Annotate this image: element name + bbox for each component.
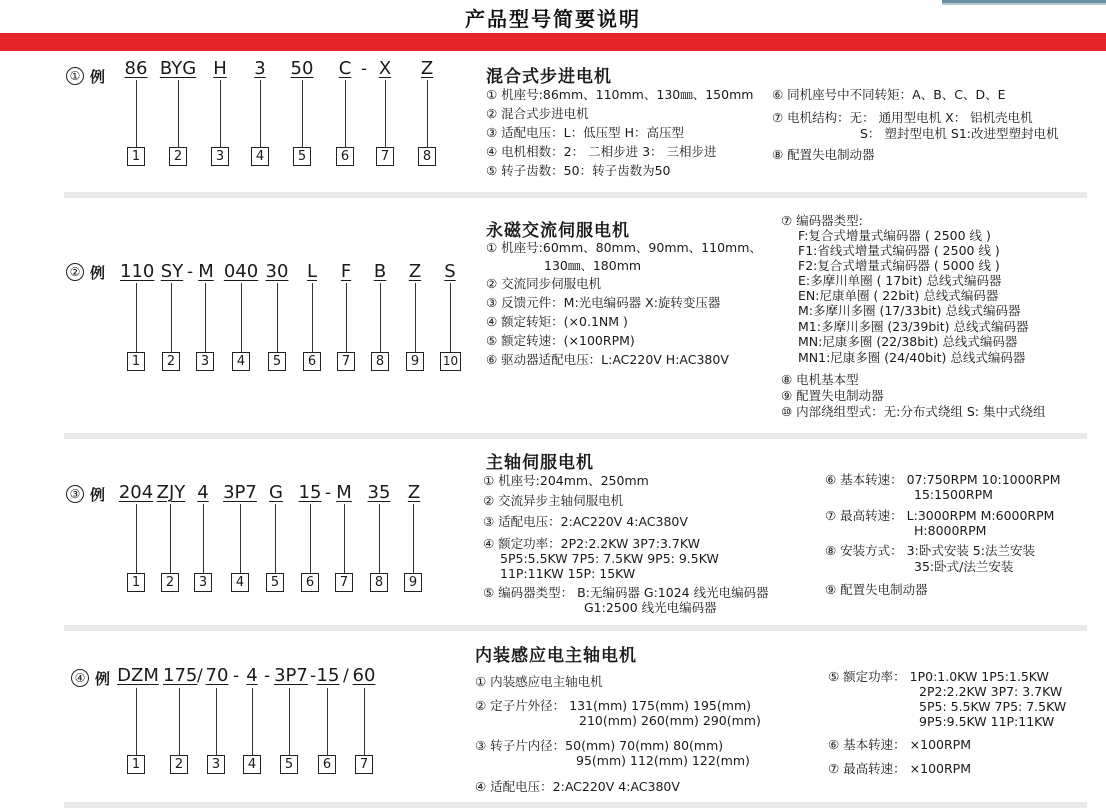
model-segment: DZM [117,665,159,686]
spec-line: ⑥ 驱动器适配电压：L:AC220V H:AC380V [486,352,729,367]
position-box: 3 [211,147,229,166]
connector-line [312,283,313,353]
position-box: 9 [404,573,422,592]
spec-line: H:8000RPM [914,523,987,538]
separator: - [264,666,271,686]
position-box: 2 [162,352,180,371]
spec-line: ④ 电机相数：2： 二相步进 3： 三相步进 [486,144,717,159]
example-number: ③ [66,485,84,503]
model-segment: L [306,261,318,282]
model-segment: 040 [223,261,259,282]
connector-line [302,80,303,148]
connector-line [252,688,253,756]
position-box: 5 [268,352,286,371]
connector-line [136,504,137,574]
spec-line: 35:卧式/法兰安装 [914,559,1014,574]
spec-line: ⑤ 编码器类型： B:无编码器 G:1024 线光电编码器 [483,585,769,600]
section-heading: 永磁交流伺服电机 [486,221,630,241]
spec-line: ① 机座号:204mm、250mm [483,473,649,488]
spec-line: ① 内装感应电主轴电机 [475,674,603,689]
connector-line [275,504,276,574]
position-box: 6 [318,755,336,774]
spec-line: ⑤ 额定功率： 1P0:1.0KW 1P5:1.5KW [828,669,1049,684]
separator: - [233,666,240,686]
spec-line: ⑧ 配置失电制动器 [772,147,875,162]
position-box: 2 [161,573,179,592]
connector-line [310,504,311,574]
spec-line: F:复合式增量式编码器 ( 2500 线 ) [798,228,991,243]
section-divider [64,625,1087,631]
connector-line [178,80,179,148]
position-box: 6 [336,147,354,166]
connector-line [344,504,345,574]
position-box: 5 [280,755,298,774]
position-box: 8 [371,352,389,371]
separator: - [187,262,194,282]
section-divider [64,433,1087,439]
spec-line: 210(mm) 260(mm) 290(mm) [579,713,761,728]
connector-line [216,688,217,756]
model-segment: 50 [290,58,314,79]
model-segment: 175 [163,665,198,686]
connector-line [327,688,328,756]
position-box: 4 [231,573,249,592]
connector-line [136,283,137,353]
position-box: 3 [196,352,214,371]
position-box: 6 [303,352,321,371]
connector-line [289,688,290,756]
model-segment: 3P7 [274,665,308,686]
section-heading: 内装感应电主轴电机 [475,646,637,666]
section-heading: 混合式步进电机 [486,67,612,87]
spec-line: 5P5: 5.5KW 7P5: 7.5KW [919,699,1067,714]
model-segment: Z [420,58,434,79]
connector-line [240,504,241,574]
model-segment: X [378,58,392,79]
model-segment: M [198,261,214,282]
example-number: ① [66,67,84,85]
position-box: 5 [293,147,311,166]
position-box: 8 [370,573,388,592]
example-number: ② [66,263,84,281]
position-box: 7 [337,352,355,371]
model-segment: 4 [246,665,258,686]
spec-line: ⑦ 最高转速： ×100RPM [828,761,971,776]
model-segment: C [338,58,352,79]
example-label [66,484,105,505]
model-segment: H [213,58,227,79]
spec-line: ⑥ 同机座号中不同转矩：A、B、C、D、E [772,87,1006,102]
position-box: 4 [232,352,250,371]
model-segment: 204 [118,482,154,503]
spec-line: ⑦ 电机结构：无： 通用型电机 X： 铝机壳电机 [772,110,1033,125]
connector-line [427,80,428,148]
separator: - [361,59,368,79]
model-segment: 3 [254,58,266,79]
position-box: 1 [127,573,145,592]
spec-line: ③ 反馈元件：M:光电编码器 X:旋转变压器 [486,295,721,310]
spec-line: MN1:尼康多圈 (24/40bit) 总线式编码器 [798,350,1026,365]
position-box: 3 [207,755,225,774]
position-box: 9 [406,352,424,371]
section-divider [64,802,1087,808]
spec-line: ③ 适配电压：2:AC220V 4:AC380V [483,514,688,529]
model-segment: G [269,482,283,503]
spec-line: ② 交流同步伺服电机 [486,276,602,291]
spec-line: ② 交流异步主轴伺服电机 [483,493,624,508]
spec-line: ⑧ 安装方式： 3:卧式安装 5:法兰安装 [825,543,1035,558]
connector-line [380,283,381,353]
example-word: 例 [90,264,106,282]
connector-line [220,80,221,148]
position-box: 7 [335,573,353,592]
model-segment: Z [407,482,421,503]
connector-line [241,283,242,353]
position-box: 2 [169,147,187,166]
model-segment: SY [160,261,184,282]
connector-line [203,504,204,574]
spec-line: ① 机座号:86mm、110mm、130㎜、150mm [486,87,754,102]
spec-line: 130㎜、180mm [544,258,642,273]
connector-line [385,80,386,148]
spec-line: ⑩ 内部绕组型式：无:分布式绕组 S: 集中式绕组 [781,404,1046,419]
position-box: 1 [127,352,145,371]
spec-line: ⑨ 配置失电制动器 [781,388,884,403]
spec-line: ⑥ 基本转速： ×100RPM [828,737,971,752]
separator: / [197,666,203,686]
spec-line: F2:复合式增量式编码器 ( 5000 线 ) [798,258,1000,273]
model-segment: 60 [352,665,376,686]
section-divider [64,192,1087,198]
spec-line: ② 混合式步进电机 [486,106,589,121]
page-title: 产品型号简要说明 [465,7,641,31]
connector-line [379,504,380,574]
position-box: 1 [127,755,145,774]
model-segment: 30 [265,261,289,282]
spec-line: ⑥ 基本转速： 07:750RPM 10:1000RPM [825,472,1061,487]
spec-line: M:多摩川多圈 (17/33bit) 总线式编码器 [798,303,1021,318]
connector-line [415,283,416,353]
position-box: 7 [376,147,394,166]
connector-line [205,283,206,353]
separator: / [343,666,349,686]
model-segment: S [444,261,456,282]
connector-line [277,283,278,353]
separator: - [310,666,317,686]
example-label [71,668,110,689]
spec-line: 15:1500RPM [914,487,993,502]
model-segment: B [373,261,387,282]
model-segment: 15 [298,482,322,503]
spec-line: ② 定子片外径： 131(mm) 175(mm) 195(mm) [475,698,751,713]
spec-line: ④ 额定转矩：(×0.1NM ) [486,314,628,329]
spec-line: E:多摩川单圈 ( 17bit) 总线式编码器 [798,273,1002,288]
spec-line: ⑦ 最高转速： L:3000RPM M:6000RPM [825,508,1055,523]
spec-line: M1:多摩川多圈 (23/39bit) 总线式编码器 [798,319,1029,334]
spec-line: 9P5:9.5KW 11P:11KW [919,714,1055,729]
connector-line [450,283,451,353]
spec-line: ③ 适配电压：L：低压型 H：高压型 [486,125,685,140]
example-word: 例 [95,670,111,688]
model-segment: F [340,261,352,282]
red-header-band [0,33,1106,51]
spec-line: G1:2500 线光电编码器 [584,600,717,615]
model-segment: 4 [197,482,209,503]
model-segment: 70 [205,665,229,686]
model-segment: 86 [124,58,148,79]
model-segment: 35 [367,482,391,503]
spec-line: 2P2:2.2KW 3P7: 3.7KW [919,684,1063,699]
position-box: 2 [170,755,188,774]
example-word: 例 [90,68,106,86]
spec-line: ⑦ 编码器类型: [781,213,863,228]
model-segment: Z [408,261,422,282]
position-box: 7 [355,755,373,774]
model-segment: 110 [120,261,155,282]
position-box: 5 [266,573,284,592]
model-segment: M [336,482,352,503]
spec-line: F1:省线式增量式编码器 ( 2500 线 ) [798,243,1000,258]
position-box: 8 [418,147,436,166]
spec-line: ④ 适配电压：2:AC220V 4:AC380V [475,779,680,794]
spec-line: EN:尼康单圈 ( 22bit) 总线式编码器 [798,288,999,303]
position-box: 10 [440,352,461,371]
connector-line [136,688,137,756]
model-segment: 15 [316,665,340,686]
spec-line: ④ 额定功率：2P2:2.2KW 3P7:3.7KW [483,536,700,551]
model-segment: BYG [159,58,197,79]
spec-line: MN:尼康多圈 (22/38bit) 总线式编码器 [798,334,1018,349]
example-number: ④ [71,669,89,687]
connector-line [413,504,414,574]
position-box: 1 [127,147,145,166]
model-segment: ZJY [156,482,186,503]
spec-line: ⑧ 电机基本型 [781,372,859,387]
position-box: 4 [251,147,269,166]
spec-line: ⑤ 额定转速：(×100RPM) [486,333,635,348]
model-segment: 3P7 [223,482,257,503]
example-label [66,262,105,283]
spec-line: ⑨ 配置失电制动器 [825,582,928,597]
connector-line [260,80,261,148]
connector-line [170,504,171,574]
spec-line: ⑤ 转子齿数：50：转子齿数为50 [486,163,671,178]
separator: - [325,483,332,503]
connector-line [346,283,347,353]
connector-line [136,80,137,148]
connector-line [179,688,180,756]
connector-line [345,80,346,148]
example-word: 例 [90,486,106,504]
connector-line [171,283,172,353]
position-box: 4 [243,755,261,774]
spec-line: 95(mm) 112(mm) 122(mm) [576,753,750,768]
section-heading: 主轴伺服电机 [486,453,594,473]
spec-line: ③ 转子片内径：50(mm) 70(mm) 80(mm) [475,738,724,753]
spec-line: ① 机座号:60mm、80mm、90mm、110mm、 [486,240,762,255]
example-label [66,66,105,87]
connector-line [364,688,365,756]
spec-line: 5P5:5.5KW 7P5: 7.5KW 9P5: 9.5KW [500,551,719,566]
position-box: 6 [301,573,319,592]
spec-line: S： 塑封型电机 S1:改进型塑封电机 [860,126,1059,141]
spec-line: 11P:11KW 15P: 15KW [500,566,636,581]
position-box: 3 [194,573,212,592]
